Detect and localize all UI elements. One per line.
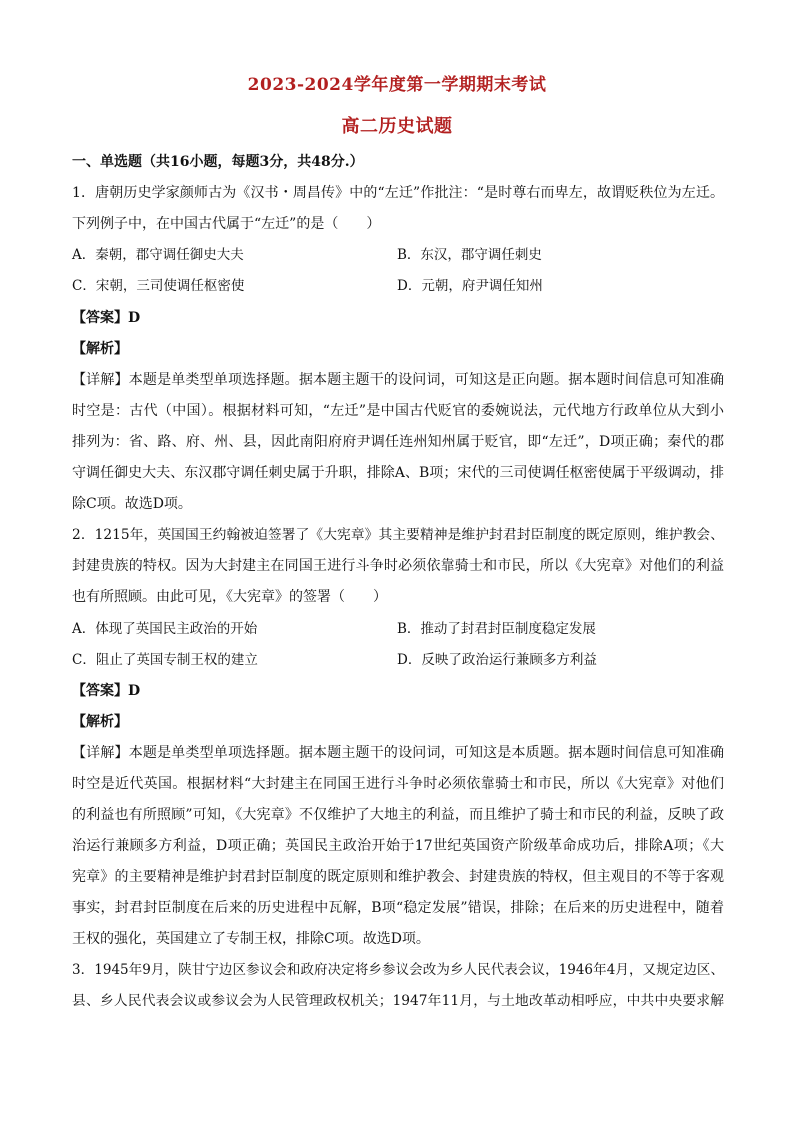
q2-stem-line-3: 也有所照顾。由此可见，《大宪章》的签署（ ） xyxy=(72,589,387,605)
q3-stem-line-2: 县、乡人民代表会议或参议会为人民管理政权机关；1947年11月，与土地改革动相呼应，中共中央要求解 xyxy=(72,993,724,1009)
q2-detail-line-3: 的利益也有所照顾”可知，《大宪章》不仅维护了大地主的利益，而且维护了骑士和市民的利益，反映了政 xyxy=(72,807,724,823)
q2-detail-line-5: 宪章》的主要精神是维护封君封臣制度的既定原则和维护教会、封建贵族的特权，但主观目的不等于客观 xyxy=(72,869,724,885)
q3-stem-line-1: 3．1945年9月，陕甘宁边区参议会和政府决定将乡参议会改为乡人民代表会议，1946年4月，又规定边区、 xyxy=(72,962,724,978)
q2-detail-line-1: 【详解】本题是单类型单项选择题。据本题主题干的设问词，可知这是本质题。据本题时间信息可知准确 xyxy=(72,745,724,761)
q1-detail-line-2: 时空是：古代（中国）。根据材料可知，“左迁”是中国古代贬官的委婉说法，元代地方行政单位从大到小 xyxy=(72,403,724,419)
q1-option-c: C．宋朝，三司使调任枢密使 xyxy=(72,278,245,294)
q2-answer: 【答案】D xyxy=(72,683,141,699)
q1-stem-line-2: 下列例子中，在中国古代属于“左迁”的是（ ） xyxy=(72,216,381,232)
q1-option-d: D．元朝，府尹调任知州 xyxy=(397,278,543,294)
q2-option-a: A．体现了英国民主政治的开始 xyxy=(72,621,258,637)
q2-detail-line-7: 王权的强化，英国建立了专制王权，排除C项。故选D项。 xyxy=(72,931,430,947)
exam-subtitle: 高二历史试题 xyxy=(341,116,453,137)
q2-detail-line-4: 治运行兼顾多方利益，D项正确；英国民主政治开始于17世纪英国资产阶级革命成功后，排除A项；《大 xyxy=(72,838,724,854)
q1-detail-line-5: 除C项。故选D项。 xyxy=(72,496,192,512)
q1-stem-line-1: 1．唐朝历史学家颜师古为《汉书・周昌传》中的“左迁”作批注：“是时尊右而卑左，故谓贬秩位为左迁。 xyxy=(72,185,724,201)
q2-detail-line-2: 时空是近代英国。根据材料“大封建主在同国王进行斗争时必须依靠骑士和市民，所以《大宪章》对他们 xyxy=(72,776,724,792)
q1-answer: 【答案】D xyxy=(72,310,141,326)
q2-detail-line-6: 事实，封君封臣制度在后来的历史进程中瓦解，B项“稳定发展”错误，排除；在后来的历史进程中，随着 xyxy=(72,900,724,916)
q2-option-d: D．反映了政治运行兼顾多方利益 xyxy=(397,652,597,668)
q1-option-b: B．东汉，郡守调任刺史 xyxy=(397,247,542,263)
q1-option-a: A．秦朝，郡守调任御史大夫 xyxy=(72,247,244,263)
q2-analysis-label: 【解析】 xyxy=(72,714,128,730)
exam-title: 2023-2024学年度第一学期期末考试 xyxy=(247,75,547,95)
q2-stem-line-2: 封建贵族的特权。因为大封建主在同国王进行斗争时必须依靠骑士和市民，所以《大宪章》对他们的利益 xyxy=(72,558,724,574)
section-heading: 一、单选题（共16小题，每题3分，共48分.） xyxy=(72,154,364,170)
q2-stem-line-1: 2．1215年，英国国王约翰被迫签署了《大宪章》其主要精神是维护封君封臣制度的既定原则，维护教会、 xyxy=(72,527,724,543)
q1-detail-line-4: 守调任御史大夫、东汉郡守调任刺史属于升职，排除A、B项；宋代的三司使调任枢密使属于平级调动，排 xyxy=(72,465,724,481)
q2-option-b: B．推动了封君封臣制度稳定发展 xyxy=(397,621,596,637)
q1-detail-line-3: 排列为：省、路、府、州、县，因此南阳府府尹调任连州知州属于贬官，即“左迁”，D项正确；秦代的郡 xyxy=(72,434,724,450)
q1-analysis-label: 【解析】 xyxy=(72,341,128,357)
q1-detail-line-1: 【详解】本题是单类型单项选择题。据本题主题干的设问词，可知这是正向题。据本题时间信息可知准确 xyxy=(72,372,724,388)
q2-option-c: C．阻止了英国专制王权的建立 xyxy=(72,652,258,668)
